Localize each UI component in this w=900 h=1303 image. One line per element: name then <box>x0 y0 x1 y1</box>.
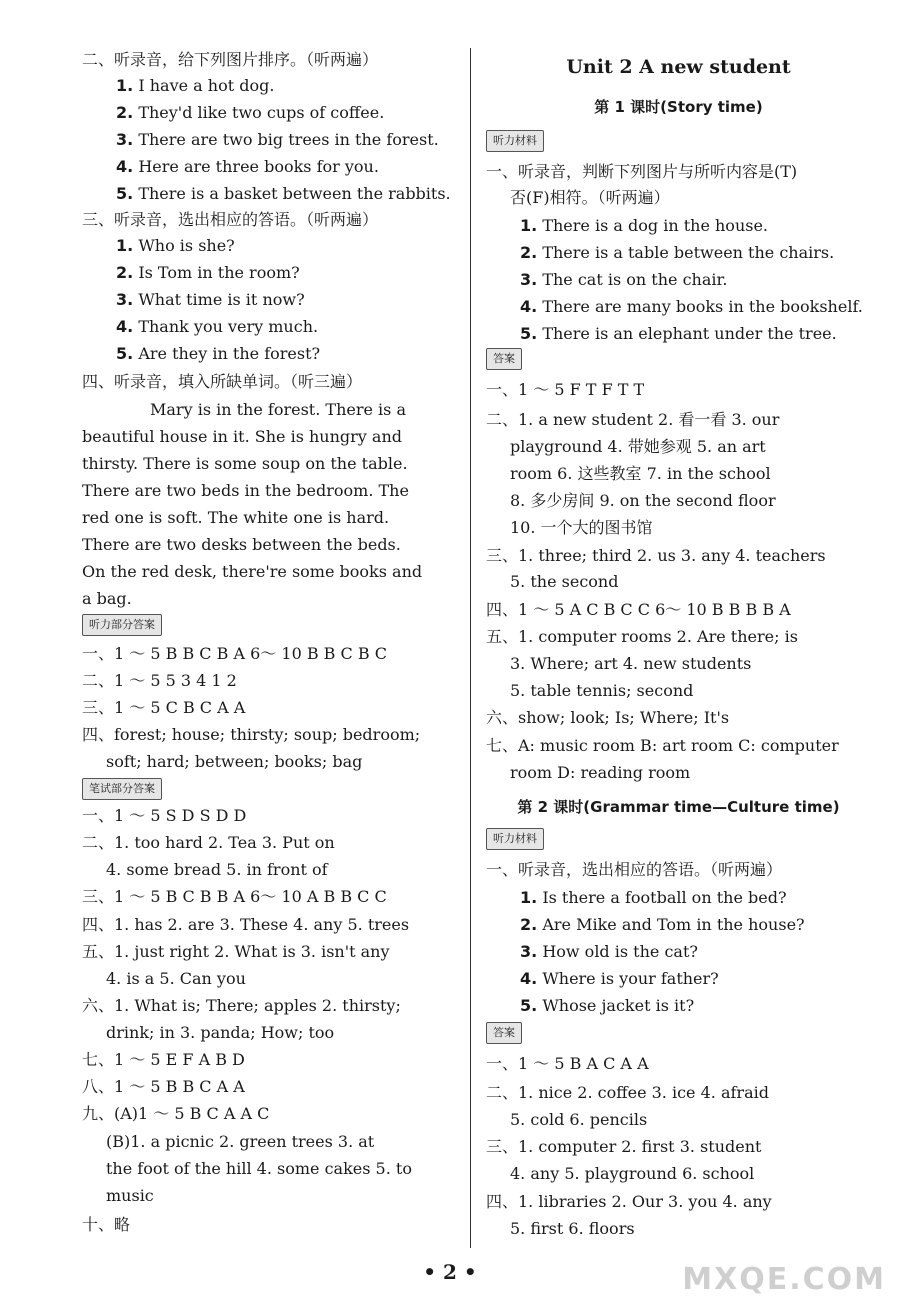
column-divider <box>470 48 471 1248</box>
passage-line: Mary is in the forest. There is a <box>150 400 406 419</box>
list-item: 3. What time is it now? <box>116 290 305 309</box>
answer-line: 4. is a 5. Can you <box>106 969 246 988</box>
answer-line: 5. table tennis; second <box>510 681 694 700</box>
answer-line: 3. Where; art 4. new students <box>510 654 752 673</box>
written-answers-tag: 笔试部分答案 <box>82 778 162 800</box>
answer-line: 四、1. has 2. are 3. These 4. any 5. trees <box>82 915 410 934</box>
answer-line: room 6. 这些教室 7. in the school <box>510 464 771 483</box>
section-1-title-cont: 否(F)相符。（听两遍） <box>510 188 670 207</box>
list-item: 5. There is an elephant under the tree. <box>520 324 837 343</box>
answer-line: 二、1. too hard 2. Tea 3. Put on <box>82 833 335 852</box>
list-item: 1. Who is she? <box>116 236 235 255</box>
list-item: 1. I have a hot dog. <box>116 76 275 95</box>
list-item: 4. Thank you very much. <box>116 317 319 336</box>
passage-line: On the red desk, there're some books and <box>82 562 423 581</box>
list-item: 2. Are Mike and Tom in the house? <box>520 915 805 934</box>
listening-answers-tag: 听力部分答案 <box>82 614 162 636</box>
answer-line: 二、1. a new student 2. 看一看 3. our <box>486 410 780 429</box>
list-item: 3. The cat is on the chair. <box>520 270 728 289</box>
section-1-title: 一、听录音，选出相应的答语。（听两遍） <box>486 860 783 879</box>
list-item: 5. Whose jacket is it? <box>520 996 695 1015</box>
section-1-title: 一、听录音，判断下列图片与所听内容是(T) <box>486 162 798 181</box>
list-item: 3. How old is the cat? <box>520 942 698 961</box>
list-item: 4. Here are three books for you. <box>116 157 379 176</box>
answer-line: 5. first 6. floors <box>510 1219 635 1238</box>
answer-line: 二、1. nice 2. coffee 3. ice 4. afraid <box>486 1083 769 1102</box>
listening-material-tag: 听力材料 <box>486 828 544 850</box>
passage-line: a bag. <box>82 589 132 608</box>
unit-title: Unit 2 A new student <box>566 56 791 78</box>
answer-line: 一、1 ～ 5 B A C A A <box>486 1054 649 1073</box>
passage-line: There are two desks between the beds. <box>82 535 401 554</box>
list-item: 5. Are they in the forest? <box>116 344 321 363</box>
lesson-2-title: 第 2 课时(Grammar time—Culture time) <box>517 798 840 816</box>
list-item: 1. Is there a football on the bed? <box>520 888 787 907</box>
list-item: 4. Where is your father? <box>520 969 719 988</box>
section-4-title: 四、听录音，填入所缺单词。（听三遍） <box>82 372 363 391</box>
answer-line: 五、1. just right 2. What is 3. isn't any <box>82 942 390 961</box>
answer-line: soft; hard; between; books; bag <box>106 752 363 771</box>
passage-line: red one is soft. The white one is hard. <box>82 508 390 527</box>
answer-line: the foot of the hill 4. some cakes 5. to <box>106 1159 412 1178</box>
answer-line: music <box>106 1186 154 1205</box>
answer-line: 4. any 5. playground 6. school <box>510 1164 755 1183</box>
answer-line: 四、forest; house; thirsty; soup; bedroom; <box>82 725 421 744</box>
answer-line: 六、1. What is; There; apples 2. thirsty; <box>82 996 401 1015</box>
answer-line: 五、1. computer rooms 2. Are there; is <box>486 627 798 646</box>
list-item: 3. There are two big trees in the forest. <box>116 130 439 149</box>
answer-line: room D: reading room <box>510 763 691 782</box>
section-3-title: 三、听录音，选出相应的答语。（听两遍） <box>82 210 379 229</box>
answer-line: 三、1 ～ 5 B C B B A 6～ 10 A B B C C <box>82 887 387 906</box>
watermark: MXQE.COM <box>682 1262 886 1297</box>
answer-tag: 答案 <box>486 1022 522 1044</box>
listening-material-tag: 听力材料 <box>486 130 544 152</box>
list-item: 5. There is a basket between the rabbits. <box>116 184 451 203</box>
passage-line: There are two beds in the bedroom. The <box>82 481 409 500</box>
answer-line: 8. 多少房间 9. on the second floor <box>510 491 776 510</box>
answer-line: 四、1. libraries 2. Our 3. you 4. any <box>486 1192 772 1211</box>
answer-line: 九、(A)1 ～ 5 B C A A C <box>82 1104 270 1123</box>
answer-line: 三、1 ～ 5 C B C A A <box>82 698 246 717</box>
answer-line: drink; in 3. panda; How; too <box>106 1023 335 1042</box>
answer-line: playground 4. 带她参观 5. an art <box>510 437 766 456</box>
answer-line: 5. cold 6. pencils <box>510 1110 648 1129</box>
answer-line: 4. some bread 5. in front of <box>106 860 328 879</box>
list-item: 2. Is Tom in the room? <box>116 263 300 282</box>
passage-line: thirsty. There is some soup on the table. <box>82 454 408 473</box>
section-2-title: 二、听录音，给下列图片排序。（听两遍） <box>82 50 379 69</box>
list-item: 2. They'd like two cups of coffee. <box>116 103 385 122</box>
answer-line: 一、1 ～ 5 S D S D D <box>82 806 247 825</box>
lesson-1-title: 第 1 课时(Story time) <box>594 98 763 116</box>
answer-line: 三、1. computer 2. first 3. student <box>486 1137 762 1156</box>
answer-line: 四、1 ～ 5 A C B C C 6～ 10 B B B B A <box>486 600 791 619</box>
page-number: • 2 • <box>423 1260 477 1284</box>
list-item: 2. There is a table between the chairs. <box>520 243 835 262</box>
passage-line: beautiful house in it. She is hungry and <box>82 427 403 446</box>
answer-line: 十、略 <box>82 1215 131 1234</box>
answer-line: 七、A: music room B: art room C: computer <box>486 736 839 755</box>
list-item: 1. There is a dog in the house. <box>520 216 769 235</box>
answer-tag: 答案 <box>486 348 522 370</box>
answer-line: 5. the second <box>510 572 619 591</box>
answer-line: 三、1. three; third 2. us 3. any 4. teachers <box>486 546 826 565</box>
answer-line: 一、1 ～ 5 F T F T T <box>486 380 645 399</box>
answer-line: 七、1 ～ 5 E F A B D <box>82 1050 245 1069</box>
answer-line: 二、1 ～ 5 5 3 4 1 2 <box>82 671 237 690</box>
answer-line: 10. 一个大的图书馆 <box>510 518 653 537</box>
answer-line: 六、show; look; Is; Where; It's <box>486 708 730 727</box>
answer-line: 八、1 ～ 5 B B C A A <box>82 1077 245 1096</box>
list-item: 4. There are many books in the bookshelf. <box>520 297 863 316</box>
answer-line: (B)1. a picnic 2. green trees 3. at <box>106 1132 375 1151</box>
answer-line: 一、1 ～ 5 B B C B A 6～ 10 B B C B C <box>82 644 387 663</box>
